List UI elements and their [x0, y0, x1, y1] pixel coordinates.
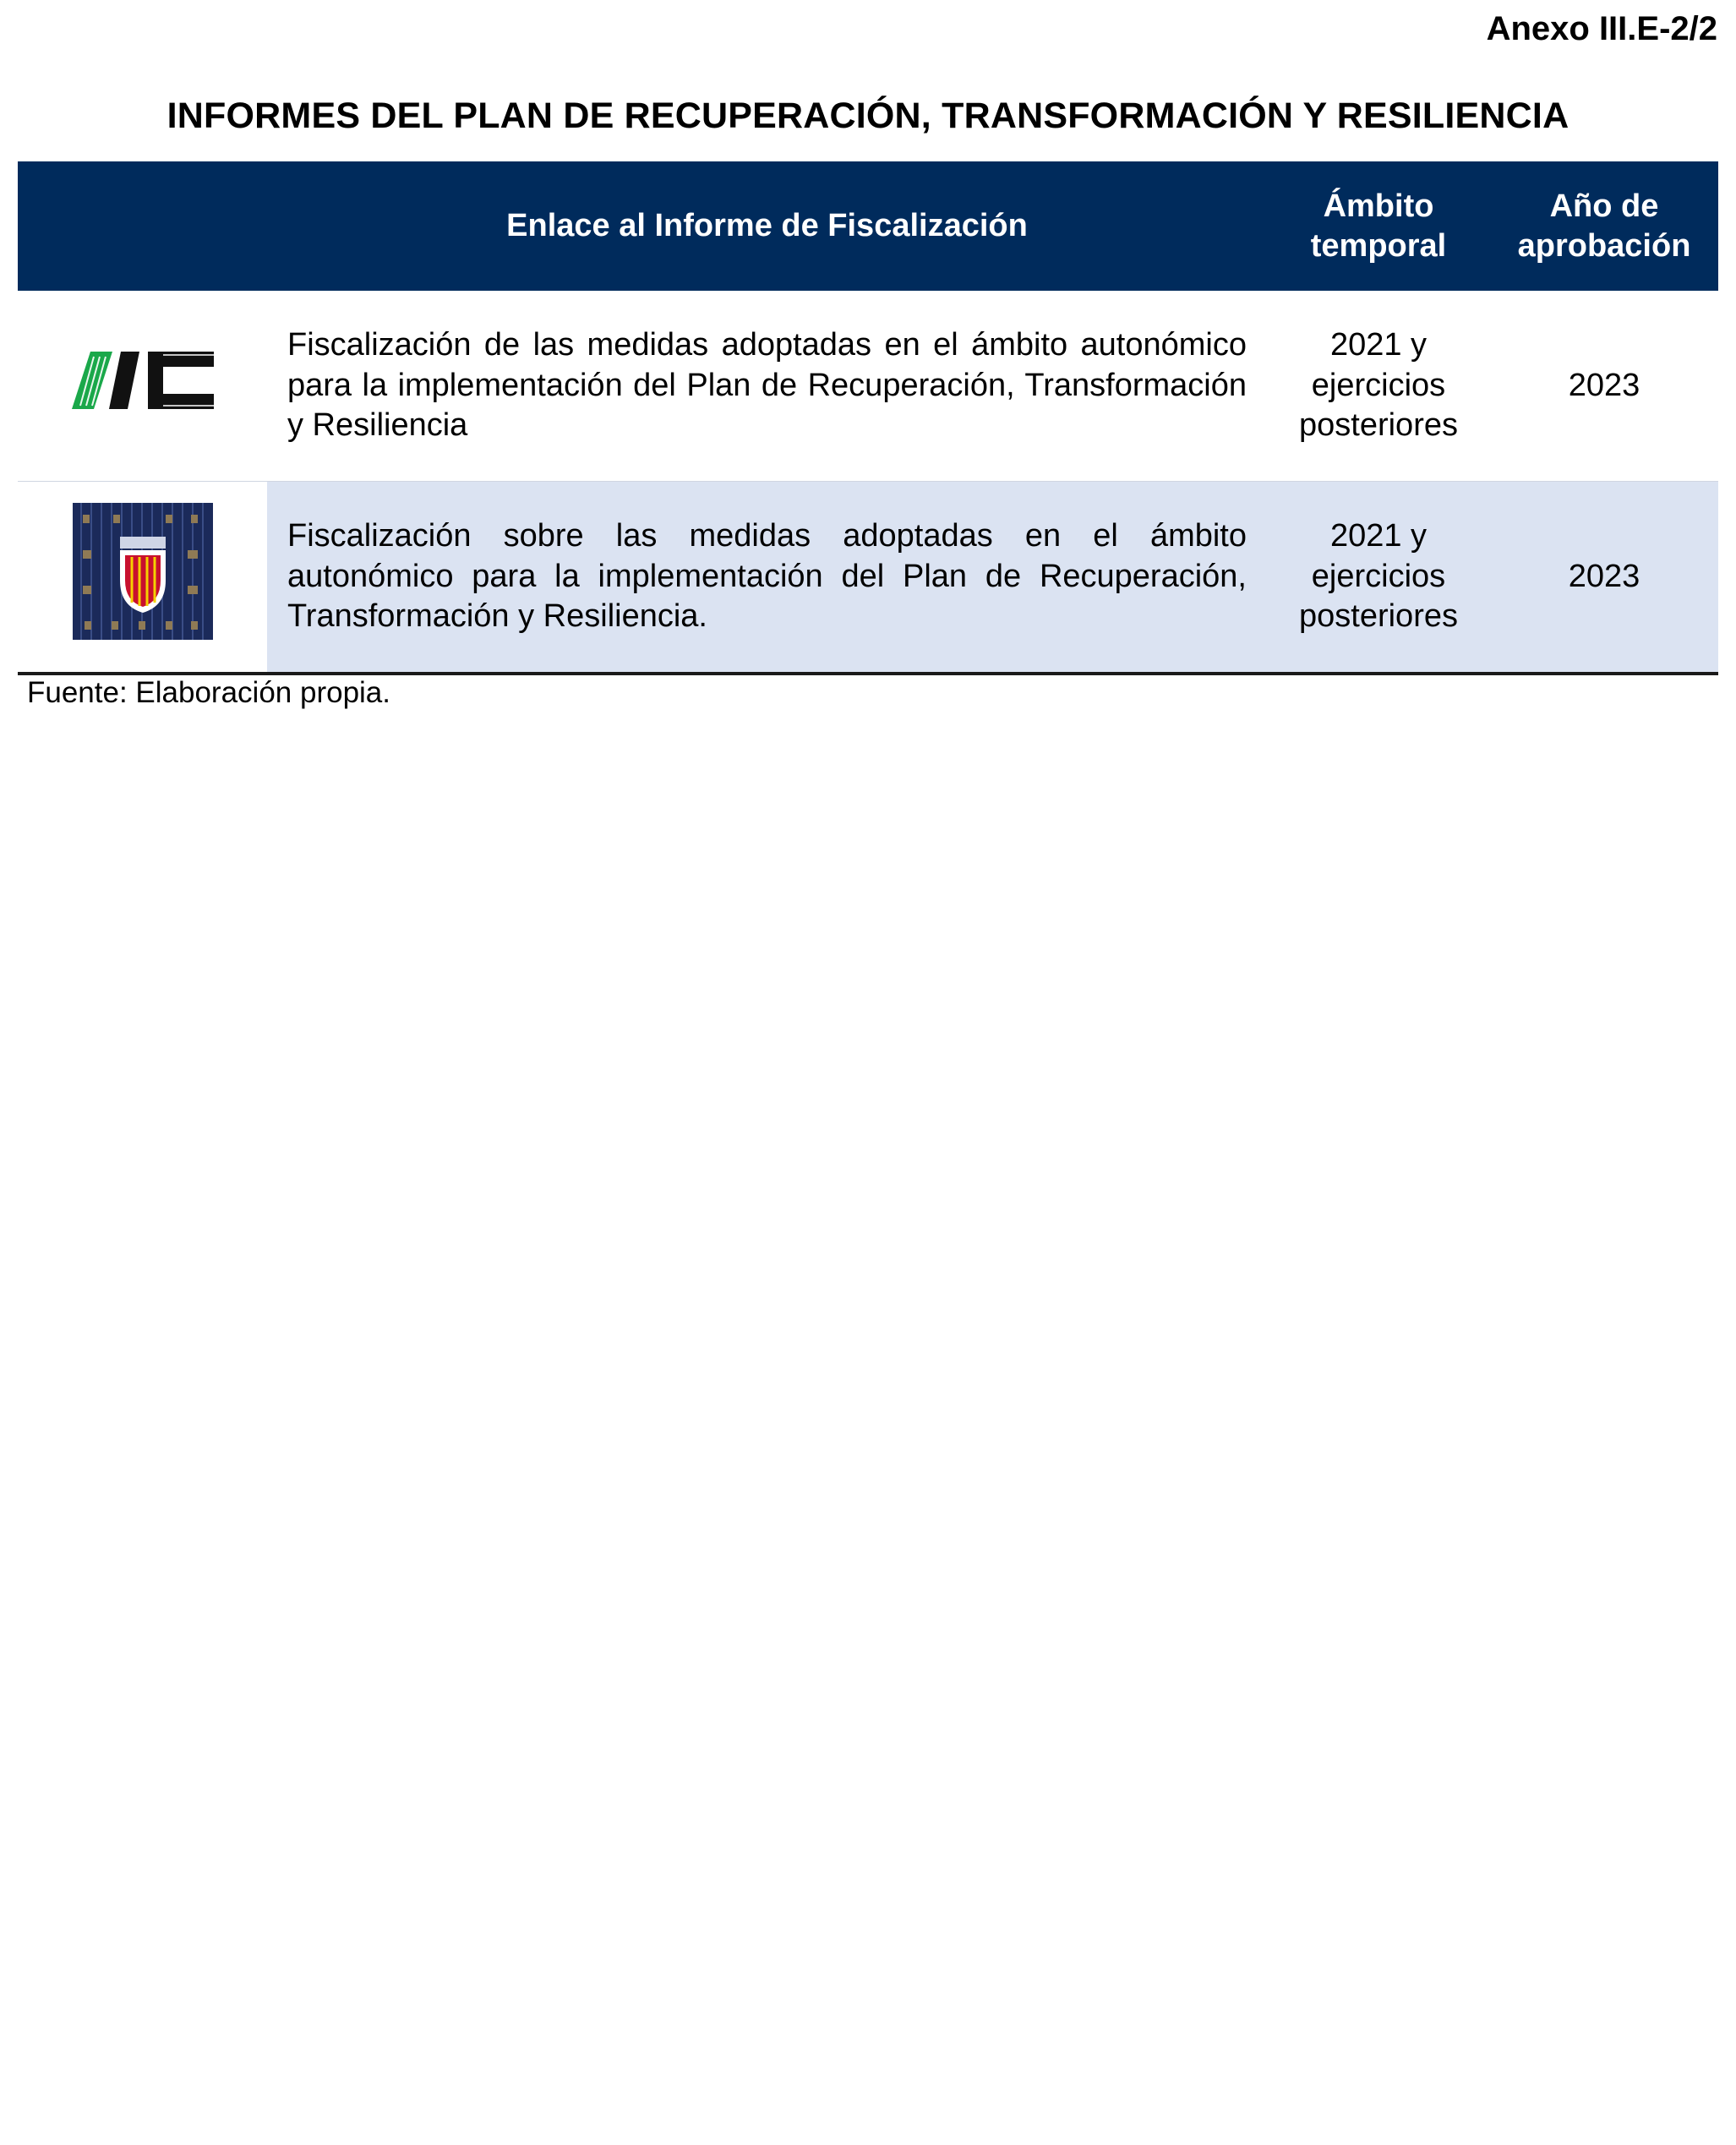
ambito-line1: 2021 y: [1329, 326, 1428, 363]
ambito-cell: [1267, 482, 1490, 674]
ambito-line1: 2021 y: [1329, 517, 1428, 554]
ambito-line2: ejercicios: [1311, 558, 1446, 594]
header-link: Enlace al Informe de Fiscalización: [267, 161, 1267, 291]
ambito-cell: [1267, 291, 1490, 482]
header-anio-line1: Año de: [1549, 188, 1659, 225]
sindicatura-de-cuentas-logo-icon[interactable]: [72, 348, 214, 423]
table-row: [18, 482, 1718, 674]
row-logo-cell: [18, 291, 267, 482]
ambito-line3: posteriores: [1299, 598, 1458, 635]
header-logo: [18, 161, 267, 291]
audit-office-crest-logo-icon[interactable]: [73, 503, 213, 651]
row-logo-cell: [18, 482, 267, 674]
page-title: INFORMES DEL PLAN DE RECUPERACIÓN, TRANSFORMACIÓN Y RESILIENCIA: [167, 96, 1569, 136]
header-ambito-line1: Ámbito: [1323, 188, 1434, 225]
ambito-line3: posteriores: [1299, 407, 1458, 444]
report-link[interactable]: Fiscalización de las medidas adoptadas en el ámbito autonómico para la implementación del Plan de Recuperación, Transformación y Resiliencia: [287, 326, 1247, 444]
header-anio-line2: aprobación: [1517, 227, 1691, 264]
report-link[interactable]: Fiscalización sobre las medidas adoptadas en el ámbito autonómico para la implementación del Plan de Recuperación, Transformación y Resiliencia.: [267, 482, 1267, 674]
source-note: Fuente: Elaboración propia.: [27, 676, 390, 709]
reports-table: [18, 161, 1718, 675]
header-anio: [1490, 161, 1718, 291]
anio-cell: 2023: [1490, 482, 1718, 674]
ambito-line2: ejercicios: [1311, 367, 1446, 403]
header-ambito: [1267, 161, 1490, 291]
header-ambito-line2: temporal: [1310, 227, 1447, 264]
table-header-row: [18, 161, 1718, 291]
anio-cell: 2023: [1568, 367, 1640, 403]
table-row: [18, 291, 1718, 482]
annex-label: Anexo III.E-2/2: [1486, 10, 1717, 47]
